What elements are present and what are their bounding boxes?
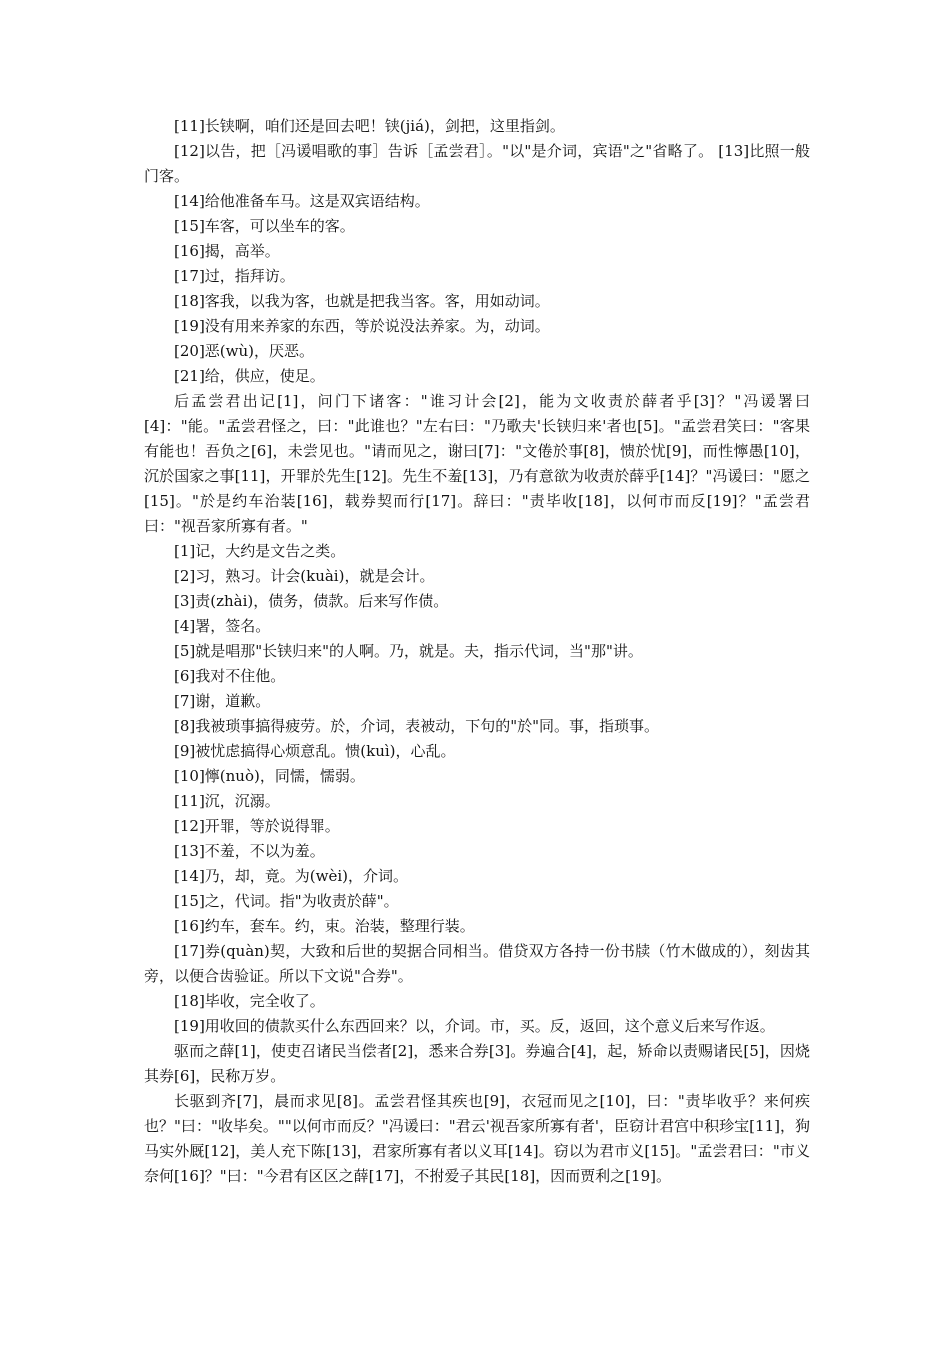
note-paragraph: [13]不羞，不以为羞。 [174,842,325,860]
note-paragraph: [12]开罪，等於说得罪。 [174,817,340,835]
note-paragraph: [14]乃，却，竟。为(wèi)，介词。 [174,867,409,885]
note-paragraph: [1]记，大约是文告之类。 [174,542,346,560]
note-paragraph: [4]署，签名。 [174,617,271,635]
note-paragraph: [20]恶(wù)，厌恶。 [174,342,314,360]
main-text-paragraph: 驱而之薛[1]，使吏召诸民当偿者[2]，悉来合券[3]。券遍合[4]，起，矫命以责赐诸民[5]，因烧其券[6]，民称万岁。 [144,1042,810,1085]
note-paragraph: [19]没有用来养家的东西，等於说没法养家。为，动词。 [174,317,550,335]
note-paragraph: [16]约车，套车。约，束。治装，整理行装。 [174,917,475,935]
note-paragraph: [18]毕收，完全收了。 [174,992,325,1010]
note-paragraph: [15]车客，可以坐车的客。 [174,217,355,235]
note-paragraph: [3]责(zhài)，债务，债款。后来写作债。 [174,592,449,610]
note-paragraph: [2]习，熟习。计会(kuài)，就是会计。 [174,567,435,585]
note-paragraph: [5]就是唱那"长铗归来"的人啊。乃，就是。夫，指示代词，当"那"讲。 [174,642,643,660]
note-paragraph: [16]揭，高举。 [174,242,280,260]
note-paragraph: [6]我对不住他。 [174,667,286,685]
document-page [144,114,810,1189]
note-paragraph: [12]以告，把［冯谖唱歌的事］告诉［孟尝君］。"以"是介词，宾语"之"省略了。 [13]比照一般门客。 [144,142,810,185]
note-paragraph: [14]给他准备车马。这是双宾语结构。 [174,192,430,210]
note-paragraph: [21]给，供应，使足。 [174,367,325,385]
note-paragraph: [17]券(quàn)契，大致和后世的契据合同相当。借贷双方各持一份书牍（竹木做成的），刻齿其旁，以便合齿验证。所以下文说"合券"。 [144,942,810,985]
note-paragraph: [8]我被琐事搞得疲劳。於，介词，表被动，下句的"於"同。事，指琐事。 [174,717,660,735]
note-paragraph: [17]过，指拜访。 [174,267,295,285]
note-paragraph: [15]之，代词。指"为收责於薛"。 [174,892,399,910]
note-paragraph: [11]长铗啊，咱们还是回去吧！铗(jiá)，剑把，这里指剑。 [174,117,565,135]
note-paragraph: [10]懧(nuò)，同懦，懦弱。 [174,767,365,785]
note-paragraph: [11]沉，沉溺。 [174,792,280,810]
note-paragraph: [19]用收回的债款买什么东西回来？以，介词。市，买。反，返回，这个意义后来写作返。 [174,1017,775,1035]
main-text-paragraph: 后孟尝君出记[1]，问门下诸客："谁习计会[2]，能为文收责於薛者乎[3]？"冯谖署曰[4]："能。"孟尝君怪之，曰："此谁也？"左右曰："乃歌夫'长铗归来'者也[5]。"孟尝君笑曰："客果有能也！吾负之[6]，未尝见也。"请而见之，谢曰[7]："文倦於事[8]，愦於忧[9]，而性懧愚[10]，沉於国家之事[11]，开罪於先生[12]。先生不羞[13]，乃有意欲为收责於薛乎[14]？"冯谖曰："愿之[15]。"於是约车治装[16]，载券契而行[17]。辞曰："责毕收[18]，以何市而反[19]？"孟尝君曰："视吾家所寡有者。" [144,392,810,535]
note-paragraph: [18]客我，以我为客，也就是把我当客。客，用如动词。 [174,292,550,310]
main-text-paragraph: 长驱到齐[7]，晨而求见[8]。孟尝君怪其疾也[9]，衣冠而见之[10]，曰："责毕收乎？来何疾也？"曰："收毕矣。""以何市而反？"冯谖曰："君云'视吾家所寡有者'，臣窃计君宫中积珍宝[11]，狗马实外厩[12]，美人充下陈[13]，君家所寡有者以义耳[14]。窃以为君市义[15]。"孟尝君曰："市义奈何[16]？"曰："今君有区区之薛[17]，不拊爱子其民[18]，因而贾利之[19]。 [144,1092,810,1185]
note-paragraph: [7]谢，道歉。 [174,692,271,710]
note-paragraph: [9]被忧虑搞得心烦意乱。愦(kuì)，心乱。 [174,742,456,760]
